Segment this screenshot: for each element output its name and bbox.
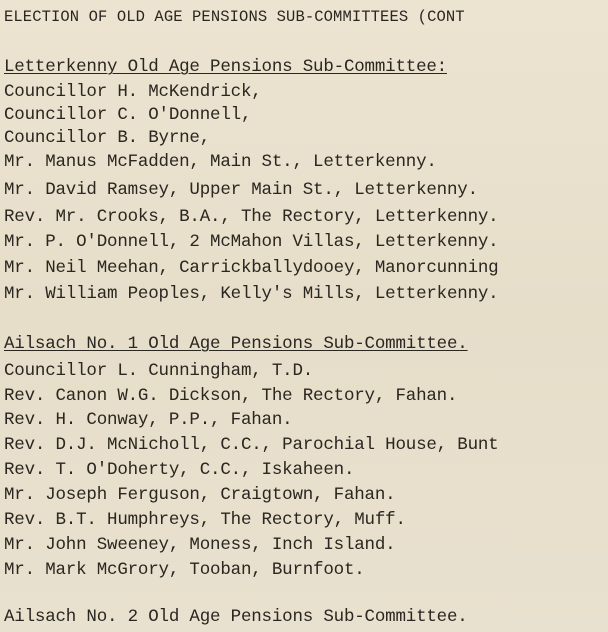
member-line: Mr. Mark McGrory, Tooban, Burnfoot.: [4, 560, 365, 580]
member-line: Rev. Canon W.G. Dickson, The Rectory, Fahan.: [4, 386, 458, 406]
section-heading-ailsach-2: Ailsach No. 2 Old Age Pensions Sub-Committee.: [4, 607, 468, 627]
member-line: Mr. Manus McFadden, Main St., Letterkenny.: [4, 152, 437, 172]
member-line: Mr. David Ramsey, Upper Main St., Letterkenny.: [4, 180, 478, 200]
member-line: Rev. H. Conway, P.P., Fahan.: [4, 410, 293, 430]
member-line: Rev. T. O'Doherty, C.C., Iskaheen.: [4, 460, 355, 480]
member-line: Councillor B. Byrne,: [4, 128, 211, 148]
member-line: Mr. John Sweeney, Moness, Inch Island.: [4, 535, 396, 555]
member-line: Mr. William Peoples, Kelly's Mills, Letterkenny.: [4, 284, 499, 304]
section-heading-letterkenny: Letterkenny Old Age Pensions Sub-Committee:: [4, 57, 447, 77]
section-heading-ailsach-1: Ailsach No. 1 Old Age Pensions Sub-Committee.: [4, 334, 468, 354]
member-line: Mr. P. O'Donnell, 2 McMahon Villas, Letterkenny.: [4, 232, 499, 252]
member-line: Rev. Mr. Crooks, B.A., The Rectory, Letterkenny.: [4, 207, 499, 227]
member-line: Councillor C. O'Donnell,: [4, 105, 252, 125]
member-line: Mr. Joseph Ferguson, Craigtown, Fahan.: [4, 485, 396, 505]
member-line: Rev. D.J. McNicholl, C.C., Parochial House, Bunt: [4, 435, 499, 455]
member-line: Councillor L. Cunningham, T.D.: [4, 361, 314, 381]
member-line: Councillor H. McKendrick,: [4, 82, 262, 102]
member-line: Mr. Neil Meehan, Carrickballydooey, Manorcunning: [4, 258, 499, 278]
member-line: Rev. B.T. Humphreys, The Rectory, Muff.: [4, 510, 406, 530]
page-title: ELECTION OF OLD AGE PENSIONS SUB-COMMITTEES (CONT: [4, 8, 465, 26]
